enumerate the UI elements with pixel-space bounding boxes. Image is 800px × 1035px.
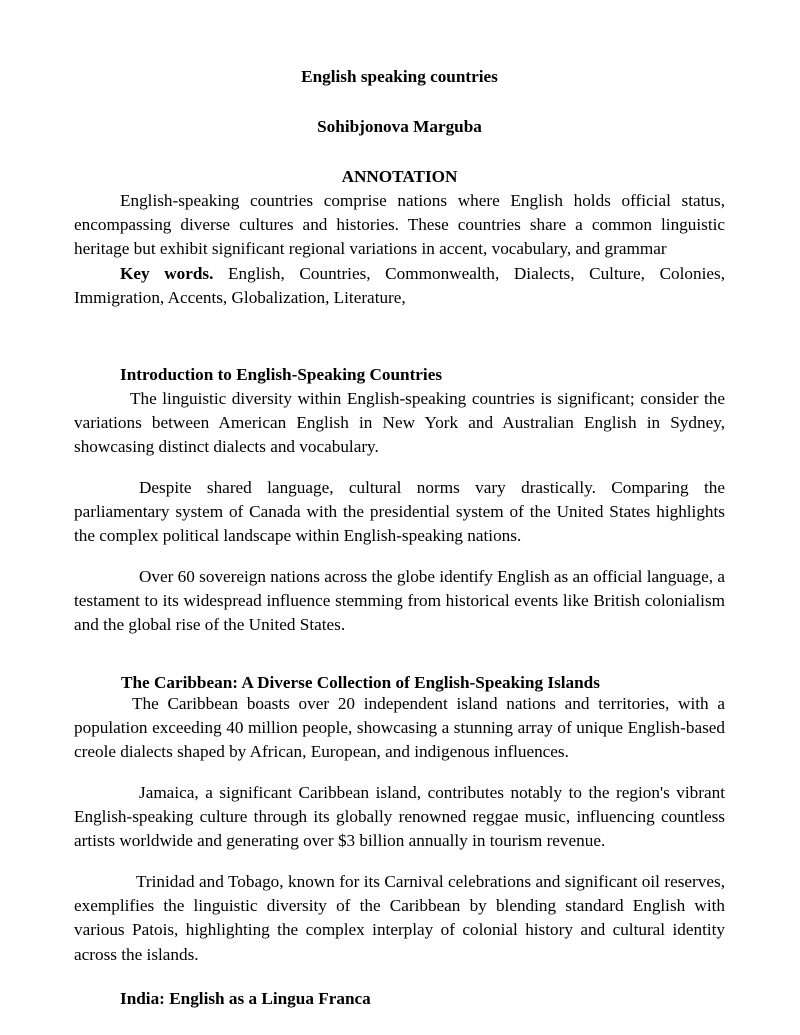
keywords-list: English, Countries, Commonwealth, Dialects, Culture, Colonies, Immigration, Accents, Globalization, Literature, [74, 264, 725, 308]
intro-paragraph-1: The linguistic diversity within English-speaking countries is significant; consider the variations between American English in New York and Australian English in Sydney, showcasing distinct dialects and vocabulary. [74, 389, 725, 457]
intro-paragraph-3-block [74, 565, 725, 638]
keywords-paragraph [74, 262, 725, 310]
caribbean-paragraph-1: The Caribbean boasts over 20 independent island nations and territories, with a population exceeding 40 million people, showcasing a stunning array of unique English-based creole dialects shaped by African, European, and indigenous influences. [74, 694, 725, 762]
annotation-heading: ANNOTATION [341, 167, 458, 186]
caribbean-paragraph-2: Jamaica, a significant Caribbean island, contributes notably to the region's vibrant English-speaking culture through its globally renowned reggae music, influencing countless artists worldwide and generating over $3 billion annually in tourism revenue. [74, 783, 725, 851]
annotation-paragraph: English-speaking countries comprise nations where English holds official status, encompassing diverse cultures and histories. These countries share a common linguistic heritage but exhibit significant regional variations in accent, vocabulary, and grammar [74, 191, 725, 259]
section-heading-caribbean: The Caribbean: A Diverse Collection of English-Speaking Islands [121, 673, 600, 692]
intro-paragraph-2-block [74, 476, 725, 549]
author-name: Sohibjonova Marguba [317, 117, 482, 136]
caribbean-paragraph-1-block [74, 692, 725, 765]
caribbean-paragraph-3: Trinidad and Tobago, known for its Carnival celebrations and significant oil reserves, exemplifies the linguistic diversity of the Caribbean by blending standard English with various Patois, highlighting the complex interplay of colonial history and cultural identity across the islands. [74, 872, 725, 964]
intro-paragraph-3: Over 60 sovereign nations across the globe identify English as an official language, a testament to its widespread influence stemming from historical events like British colonialism and the global rise of the United States. [74, 567, 725, 635]
keywords-label: Key words. [120, 264, 214, 283]
document-title: English speaking countries [301, 67, 498, 86]
annotation-block [74, 189, 725, 262]
caribbean-paragraph-2-block [74, 781, 725, 854]
section-heading-india: India: English as a Lingua Franca [120, 989, 371, 1008]
keywords-block [74, 262, 725, 310]
intro-paragraph-1-block [74, 387, 725, 460]
section-heading-introduction: Introduction to English-Speaking Countries [120, 365, 443, 384]
caribbean-paragraph-3-block [74, 870, 725, 967]
intro-paragraph-2: Despite shared language, cultural norms vary drastically. Comparing the parliamentary system of Canada with the presidential system of the United States highlights the complex political landscape within English-speaking nations. [74, 478, 725, 546]
